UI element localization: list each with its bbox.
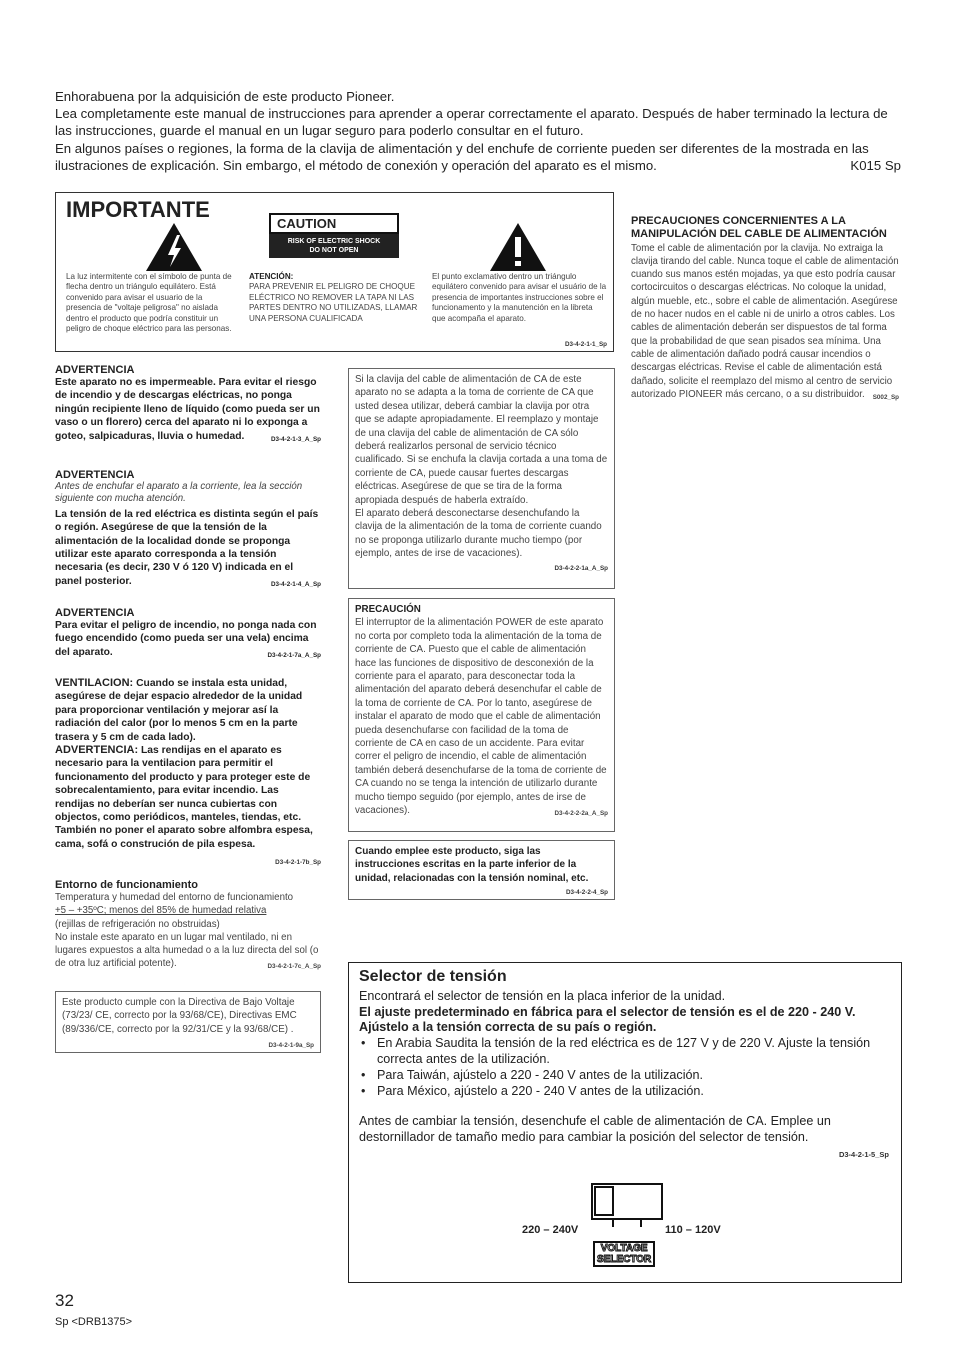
adv3-text [55, 619, 321, 659]
adv1-title: ADVERTENCIA [55, 364, 135, 376]
adv2-text-body: La tensión de la red eléctrica es distinta según el país o región. Asegúrese de que la tensión de la alimentación de la localidad donde se proponga utilizar este aparato corresponda a la tensión necesaria (es decir, 230 V ó 120 V) indicada en el panel posterior. [55, 508, 319, 587]
badge-line-2: SELECTOR [597, 1254, 652, 1265]
instr-code-row [355, 885, 608, 899]
model-code: Sp <DRB1375> [55, 1316, 133, 1328]
lightning-warning-icon [144, 221, 204, 278]
intro-text [55, 88, 901, 174]
caution-sub [269, 234, 399, 258]
cable-code: S002_Sp [872, 393, 899, 401]
voltage-switch-diagram [591, 1183, 663, 1232]
selector-code: D3-4-2-1-5_Sp [838, 1149, 889, 1159]
importante-code: D3-4-2-1-1_Sp [565, 341, 607, 348]
entorno-l4-row [55, 931, 321, 971]
selector-item-2: • Para Taiwán, ajústelo a 220 - 240 V antes de la utilización. [377, 1068, 889, 1084]
vent-label-1: VENTILACION: [55, 677, 134, 689]
caution-sub-1: RISK OF ELECTRIC SHOCK [287, 238, 381, 245]
label-220-240: 220 – 240V [522, 1224, 579, 1236]
directiva-text: Este producto cumple con la Directiva de Bajo Voltaje (73/23/ CE, correcto por la 93/68/CE), Directivas EMC (89/336/CE, correcto por la 92/31/CE y la 93/68/CE) . [62, 997, 297, 1035]
adv3-text-body: Para evitar el peligro de incendio, no ponga nada con fuego encendido (como pueda ser una vela) encima del aparato. [55, 620, 317, 658]
clavija-code-row [355, 561, 608, 575]
importante-title: IMPORTANTE [66, 197, 210, 222]
selector-item-1: • En Arabia Saudita la tensión de la red eléctrica es de 127 V y de 220 V. Ajuste la tensión correcta antes de la utilización. [377, 1036, 889, 1068]
vent-para-1 [55, 677, 321, 744]
precaucion-box [348, 598, 615, 832]
selector-code-row [359, 1146, 889, 1163]
entorno [55, 879, 321, 974]
adv1-code: D3-4-2-1-3_A_Sp [270, 435, 321, 443]
intro-code: K015 Sp [850, 157, 901, 173]
atencion-text: PARA PREVENIR EL PELIGRO DE CHOQUE ELÉCTRICO NO REMOVER LA TAPA NI LAS PARTES DENTRO NO UTILIZADAS, LLAMAR UNA PERSONA CUALIFICADA [249, 282, 418, 323]
precaucion-title: PRECAUCIÓN [355, 604, 421, 615]
cable-text-body: Tome el cable de alimentación por la clavija. No extraiga la clavija tirando del cable. Nunca toque el cable de alimentación cuando sus manos estén mojadas, ya que esto podría causar cortocircuitos o descargas eléctricas. No coloque la unidad, algún mueble, etc., sobre el cable de alimentación. Asegúrese de no hacer nudos en el cable ni de unirlo a otros cables. Los cables de alimentación deberán ser dispuestos de tal forma que la probabilidad de que sean pisados sea mínima. Una cable de alimentación dañado podrá causar incendios o descargas eléctricas. Revise el cable de alimentación está dañado, solicite el reemplazo del mismo al centro de servicio autorizado PIONEER más cercano, o a su distribuidor. [631, 242, 899, 400]
exclamation-warning-icon [488, 221, 548, 278]
entorno-code: D3-4-2-1-7c_A_Sp [267, 963, 321, 971]
lightning-description: La luz intermitente con el símbolo de punta de flecha dentro un triángulo equilátero. Está convenido para avisar el usuario de la presencia de "voltaje peligrosa" no aislada dentro el producto que podría constituir un peligro de choque eléctrico para las personas. [66, 272, 232, 334]
instr-box [348, 840, 615, 900]
adv2-italic: Antes de enchufar el aparato a la corriente, lea la sección siguiente con mucha atención. [55, 481, 303, 505]
directiva-box [55, 991, 321, 1053]
caution-sub-2: DO NOT OPEN [309, 247, 359, 254]
selector-box [348, 962, 902, 1283]
cable-text [631, 242, 899, 402]
precaucion-text: El interruptor de la alimentación POWER de este aparato no corta por completo toda la alimentación de la toma de corriente de CA. Puesto que el cable de alimentación hace las funciones de dispositivo de desconexión de la corriente para el aparato, para desconectar toda la alimentación del aparato deberá desenchufar el cable de la toma de corriente de CA. Por lo tanto, asegúrese de instalar el aparato de modo que el cable de alimentación pueda desenchufarse con facilidad de la toma de corriente de CA en caso de un accidente. Para evitar correr el peligro de incendio, el cable de alimentación también deberá desenchufarse de la toma de corriente de CA cuando no se tenga la intención de utilizarlo durante mucho tiempo seguido (por ejemplo, antes de irse de vacaciones). [355, 617, 607, 817]
intro-line-3-text: En algunos países o regiones, la forma de la clavija de alimentación y del enchufe de corriente pueden ser diferentes de la mostrada en las ilustraciones de explicación. Sin embargo, el método de conexión y operación del aparato es el mismo. [55, 140, 869, 173]
selector-item-3: • Para México, ajústelo a 220 - 240 V antes de la utilización. [377, 1084, 889, 1100]
cable-precautions [631, 215, 899, 404]
selector-p1: Encontrará el selector de tensión en la placa inferior de la unidad. [359, 988, 726, 1003]
entorno-l2: +5 – +35ºC; menos del 85% de humedad relativa [55, 905, 267, 917]
adv2-title: ADVERTENCIA [55, 469, 135, 481]
entorno-l4: No instale este aparato en un lugar mal ventilado, ni en lugares expuestos a alta humedad o a la luz directa del sol (o de otra luz artificial potente). [55, 931, 319, 970]
vent-label-2: ADVERTENCIA: [55, 744, 139, 757]
intro-line-2: Lea completamente este manual de instrucciones para aprender a operar correctamente el aparato. Después de haber terminado la lectura de las instrucciones, guarde el manual en un lugar seguro para poderlo consultar en el futuro. [55, 106, 888, 139]
vent-code-row [55, 851, 321, 869]
clavija-text: Si la clavija del cable de alimentación de CA de este aparato no se adapta a la toma de corriente de CA que usted desea utilizar, deberá cambiar la clavija por otra que se adapte apropiadamente. El reemplazo y montaje de una clavija del cable de alimentación de CA sólo deberá realizarlos personal de servicio técnico cualificado. Si se enchufa la clavija cortada a una toma de corriente de CA, puede causar fuertes descargas eléctricas. Asegúrese de que se tira de la forma apropiada después de haberla extraído. [355, 374, 608, 506]
instr-code: D3-4-2-2-4_Sp [566, 889, 608, 897]
entorno-l3: (rejillas de refrigeración no obstruidas) [55, 918, 220, 930]
label-110-120: 110 – 120V [665, 1224, 721, 1236]
adv3-title: ADVERTENCIA [55, 607, 135, 619]
selector-content [359, 969, 889, 1163]
vent-code: D3-4-2-1-7b_Sp [275, 859, 321, 867]
selector-list [359, 1036, 889, 1099]
adv2-text [55, 508, 321, 588]
clavija-box [348, 368, 615, 589]
advertencia-3 [55, 607, 321, 662]
entorno-title: Entorno de funcionamiento [55, 879, 198, 891]
adv2-code: D3-4-2-1-4_A_Sp [270, 580, 321, 588]
advertencia-1 [55, 364, 321, 446]
instr-text: Cuando emplee este producto, siga las instrucciones escritas en la parte inferior de la unidad, relacionadas con la tensión nominal, etc. [355, 846, 589, 884]
precaucion-text-row [355, 616, 608, 817]
page-number: 32 [55, 1291, 74, 1310]
ventilacion [55, 677, 321, 869]
vent-para-2 [55, 744, 321, 851]
vent-text-2: Las rendijas en el aparato es necesario para la ventilacion para permitir el funcionamento del producto y para proteger este de sobrecalentamiento, para evitar incendio. Las rendijas no deberían ser nunca cubiertas con objectos, como periódicos, manteles, tiendas, etc. También no poner el aparato sobre alfombra espesa, cama, sofá o construción de pila espesa. [55, 745, 313, 850]
adv1-text-body: Este aparato no es impermeable. Para evitar el riesgo de incendio y de descargas eléctricas, no ponga ningún recipiente lleno de líquido (como pueda ser un vaso o un florero) cerca del aparato ni lo exponga a goteo, salpicaduras, lluvia o humedad. [55, 377, 320, 442]
clavija-code: D3-4-2-2-1a_A_Sp [554, 564, 608, 572]
caution-label [269, 213, 399, 258]
intro-line-1: Enhorabuena por la adquisición de este producto Pioneer. [55, 89, 395, 104]
vent-text-1: Cuando se instala esta unidad, asegúrese de dejar espacio alrededor de la unidad para proporcionar ventilación y mejorar así la radiación del calor (por lo menos 5 cm en la parte trasera y 5 cm de cada lado). [55, 678, 303, 743]
adv1-text [55, 376, 321, 443]
clavija-text-2: El aparato deberá desconectarse desenchufando la clavija de la alimentación de la toma de corriente cuando no se proponga utilizarlo durante mucho tiempo (por ejemplo, antes de irse de vacaciones). [355, 508, 602, 560]
caution-title: CAUTION [269, 213, 399, 234]
exclamation-description: El punto exclamativo dentro un triángulo equilátero convenido para avisar el usuário de la presencia de importantes instrucciones sobre el funcionamento y la manutención en la libreta que acompaña el aparato. [432, 272, 607, 323]
precaucion-code: D3-4-2-2-2a_A_Sp [554, 810, 608, 818]
intro-line-3 [55, 140, 901, 174]
cable-title: PRECAUCIONES CONCERNIENTES A LA MANIPULACIÓN DEL CABLE DE ALIMENTACIÓN [631, 215, 887, 241]
directiva-code: D3-4-2-1-9a_Sp [268, 1042, 314, 1050]
atencion-block [249, 272, 421, 324]
atencion-heading: ATENCIÓN: [249, 272, 294, 281]
advertencia-2 [55, 469, 321, 591]
voltage-selector-badge [593, 1241, 655, 1267]
entorno-l1: Temperatura y humedad del entorno de funcionamiento [55, 892, 294, 903]
badge-line-1: VOLTAGE [600, 1243, 648, 1254]
adv3-code: D3-4-2-1-7a_A_Sp [267, 651, 321, 659]
selector-title: Selector de tensión [359, 968, 507, 985]
selector-p2: El ajuste predeterminado en fábrica para el selector de tensión es el de 220 - 240 V. [359, 1004, 856, 1019]
selector-p3: Ajústelo a la tensión correcta de su país o región. [359, 1020, 657, 1035]
selector-p4: Antes de cambiar la tensión, desenchufe el cable de alimentación de CA. Emplee un destornillador de tamaño medio para cambiar la posición del selector de tensión. [359, 1114, 831, 1145]
importante-box [55, 192, 614, 352]
